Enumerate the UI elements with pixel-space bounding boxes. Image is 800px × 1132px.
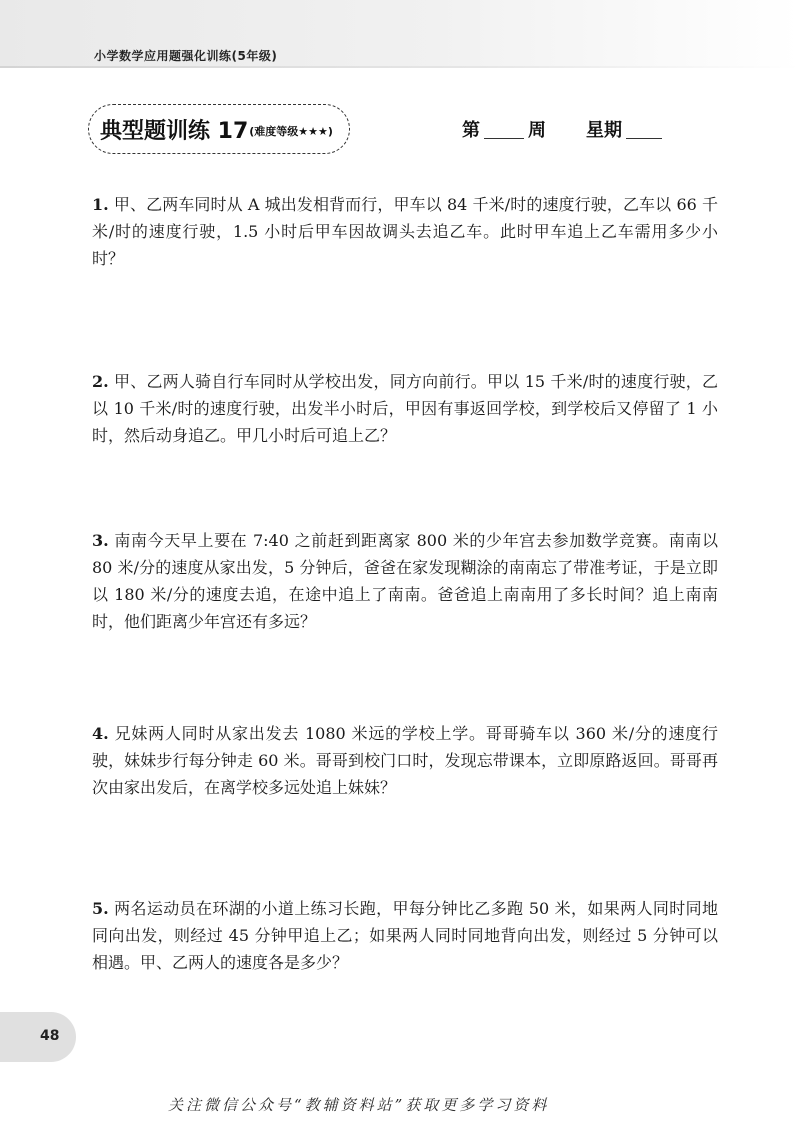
problem-4	[92, 720, 718, 801]
week-suffix: 周	[528, 120, 546, 141]
section-title-text: 典型题训练 17	[100, 119, 249, 144]
page-number-tab	[0, 1012, 76, 1062]
problem-number: 4.	[92, 724, 109, 743]
week-label: 第	[462, 120, 480, 141]
problem-number: 5.	[92, 899, 109, 918]
problem-text: 甲、乙两人骑自行车同时从学校出发，同方向前行。甲以 15 千米/时的速度行驶，乙以 10 千米/时的速度行驶，出发半小时后，甲因有事返回学校，到学校后又停留了 1 小时，然后动身追乙。甲几小时后可追上乙？	[92, 372, 718, 445]
weekday-blank	[626, 137, 662, 139]
problem-text: 甲、乙两车同时从 A 城出发相背而行，甲车以 84 千米/时的速度行驶，乙车以 66 千米/时的速度行驶，1.5 小时后甲车因故调头去追乙车。此时甲车追上乙车需用多少小时？	[92, 195, 718, 268]
weekday-label: 星期	[586, 120, 622, 141]
problem-5	[92, 895, 718, 976]
page-number: 48	[40, 1028, 60, 1044]
problem-number: 1.	[92, 195, 109, 214]
date-fill-in	[462, 116, 662, 142]
problem-number: 3.	[92, 531, 109, 550]
problem-3	[92, 527, 718, 635]
problem-text: 南南今天早上要在 7:40 之前赶到距离家 800 米的少年宫去参加数学竞赛。南南以 80 米/分的速度从家出发，5 分钟后，爸爸在家发现糊涂的南南忘了带准考证，于是立即以 180 米/分的速度去追，在途中追上了南南。爸爸追上南南用了多长时间？追上南南时，他们距离少年宫还有多远？	[92, 531, 718, 631]
week-blank	[484, 137, 524, 139]
difficulty-rating: (难度等级★★★)	[249, 125, 333, 138]
problem-text: 兄妹两人同时从家出发去 1080 米远的学校上学。哥哥骑车以 360 米/分的速度行驶，妹妹步行每分钟走 60 米。哥哥到校门口时，发现忘带课本，立即原路返回。哥哥再次由家出发后，在离学校多远处追上妹妹？	[92, 724, 718, 797]
problem-number: 2.	[92, 372, 109, 391]
problem-text: 两名运动员在环湖的小道上练习长跑，甲每分钟比乙多跑 50 米，如果两人同时同地同向出发，则经过 45 分钟甲追上乙；如果两人同时同地背向出发，则经过 5 分钟可以相遇。甲、乙两人的速度各是多少？	[92, 899, 718, 972]
header-divider	[0, 66, 800, 68]
problem-2	[92, 368, 718, 449]
footer-note: 关注微信公众号“教辅资料站”获取更多学习资料	[168, 1096, 550, 1114]
book-title: 小学数学应用题强化训练(5年级)	[94, 49, 278, 63]
section-title	[100, 114, 333, 145]
problem-1	[92, 191, 718, 272]
